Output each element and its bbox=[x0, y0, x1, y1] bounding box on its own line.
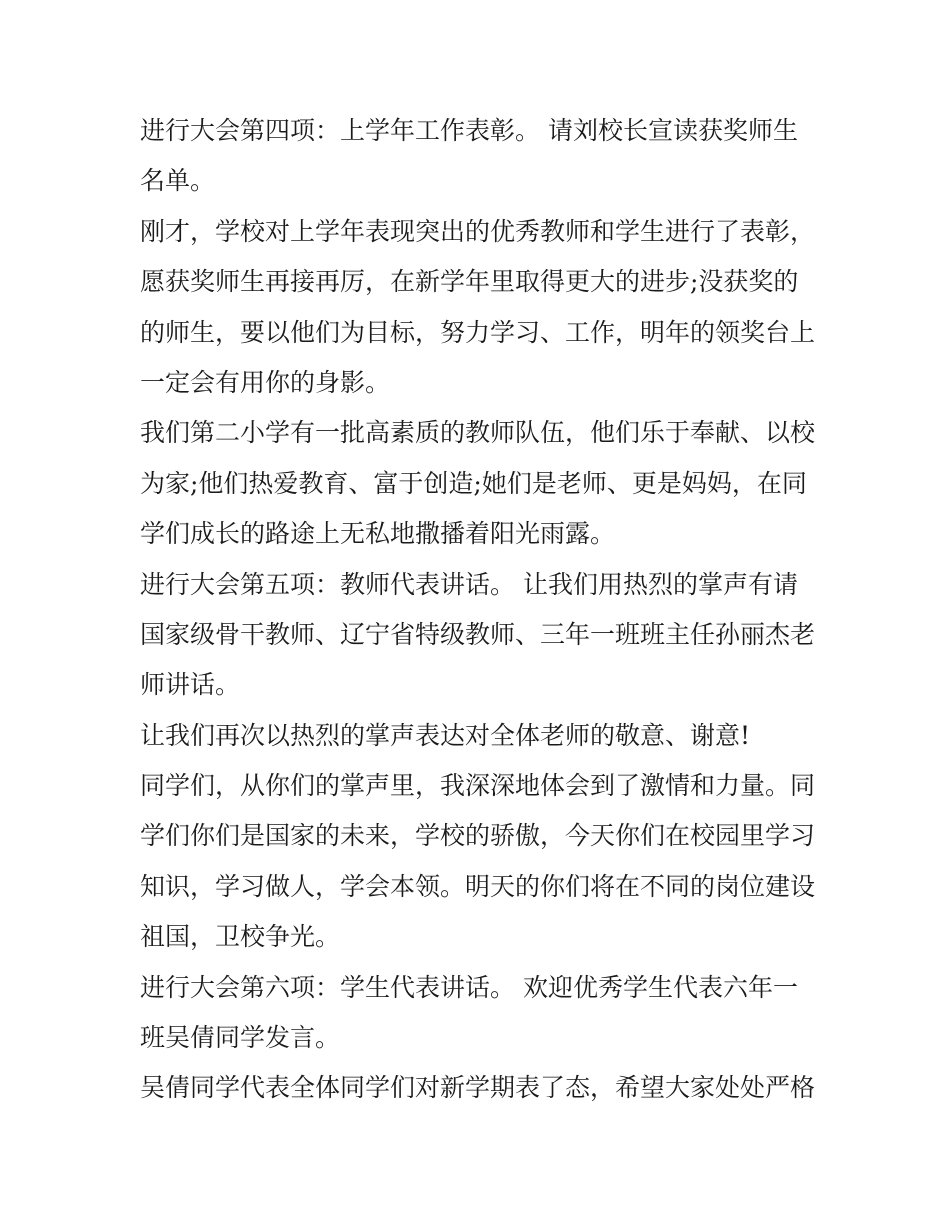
text-line: 进行大会第六项：学生代表讲话。 欢迎优秀学生代表六年一 bbox=[140, 972, 798, 1002]
text-line: 知识，学习做人，学会本领。明天的你们将在不同的岗位建设 bbox=[140, 871, 816, 901]
paragraph-address-students bbox=[140, 761, 820, 963]
paragraph-teacher-speech bbox=[140, 560, 820, 711]
paragraph-student-pledge bbox=[140, 1063, 820, 1113]
text-line: 我们第二小学有一批高素质的教师队伍，他们乐于奉献、以校 bbox=[140, 418, 816, 448]
text-line: 祖国，卫校争光。 bbox=[140, 922, 341, 952]
paragraph-teacher-team bbox=[140, 408, 820, 559]
text-line: 进行大会第四项：上学年工作表彰。 请刘校长宣读获奖师生 bbox=[140, 116, 798, 145]
text-line: 刚才，学校对上学年表现突出的优秀教师和学生进行了表彰， bbox=[140, 216, 816, 246]
text-line: 学们成长的路途上无私地撒播着阳光雨露。 bbox=[140, 519, 616, 549]
text-line: 愿获奖师生再接再厉，在新学年里取得更大的进步;没获奖的 bbox=[140, 267, 799, 297]
text-line: 同学们，从你们的掌声里，我深深地体会到了激情和力量。同 bbox=[140, 771, 816, 801]
text-line: 师讲话。 bbox=[140, 670, 241, 700]
text-line: 学们你们是国家的未来，学校的骄傲，今天你们在校园里学习 bbox=[140, 821, 816, 851]
text-line: 名单。 bbox=[140, 166, 216, 196]
text-line: 为家;他们热爱教育、富于创造;她们是老师、更是妈妈，在同 bbox=[140, 468, 807, 498]
text-line: 吴倩同学代表全体同学们对新学期表了态，希望大家处处严格 bbox=[140, 1073, 816, 1103]
paragraph-award-remarks bbox=[140, 207, 820, 409]
paragraph-award-ceremony bbox=[140, 106, 820, 207]
text-line: 进行大会第五项：教师代表讲话。 让我们用热烈的掌声有请 bbox=[140, 569, 798, 599]
text-line: 国家级骨干教师、辽宁省特级教师、三年一班班主任孙丽杰老 bbox=[140, 619, 816, 649]
document-body bbox=[140, 106, 820, 1114]
text-line: 班吴倩同学发言。 bbox=[140, 1023, 341, 1053]
text-line: 让我们再次以热烈的掌声表达对全体老师的敬意、谢意! bbox=[140, 720, 751, 750]
paragraph-thanks-teachers bbox=[140, 711, 820, 761]
text-line: 一定会有用你的身影。 bbox=[140, 367, 391, 397]
paragraph-student-speech bbox=[140, 963, 820, 1064]
text-line: 的师生，要以他们为目标，努力学习、工作，明年的领奖台上 bbox=[140, 317, 816, 347]
